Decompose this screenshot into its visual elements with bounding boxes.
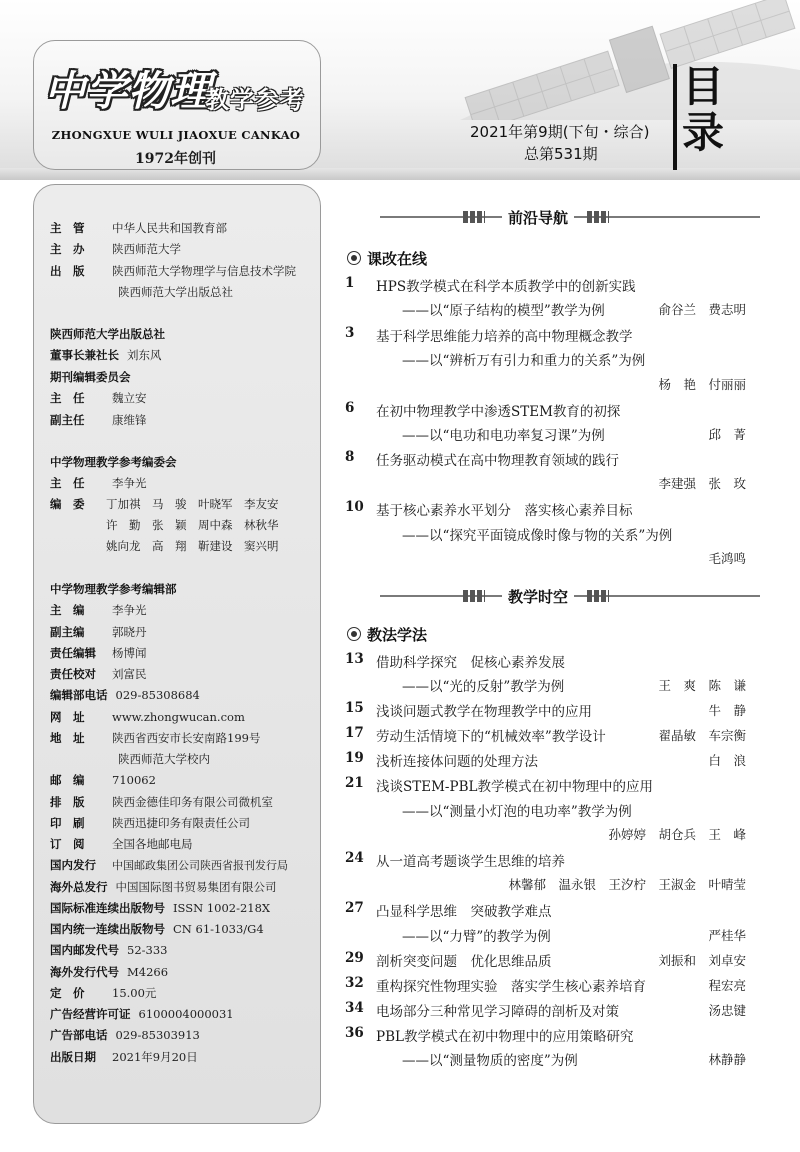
article-page: 13 bbox=[345, 651, 364, 667]
masthead-row: 主 任 魏立安 bbox=[50, 391, 147, 405]
contents-rule bbox=[673, 64, 677, 170]
board-members-line: 丁加祺 马 骏 叶晓军 李友安 bbox=[106, 497, 279, 511]
article-title[interactable]: 借助科学探究 促核心素养发展 bbox=[376, 655, 565, 671]
section-heading-methods: 教法学法 bbox=[347, 624, 427, 645]
masthead-row: 编 委 bbox=[50, 497, 85, 511]
article-title[interactable]: 从一道高考题谈学生思维的培养 bbox=[376, 854, 565, 870]
article-page: 34 bbox=[345, 1000, 364, 1016]
masthead-row: 主 管 中华人民共和国教育部 bbox=[50, 221, 227, 235]
article-page: 17 bbox=[345, 725, 364, 741]
article-page: 29 bbox=[345, 950, 364, 966]
section-heading-curriculum: 课改在线 bbox=[347, 248, 427, 269]
article-authors: 林馨郁 温永银 王汐柠 王淑金 叶晴莹 bbox=[508, 877, 746, 892]
founded-year: 1972年创刊 bbox=[135, 151, 216, 167]
masthead-row: 排 版 陕西金德佳印务有限公司微机室 bbox=[50, 795, 273, 809]
article-page: 19 bbox=[345, 750, 364, 766]
board-members-line: 许 勤 张 颖 周中森 林秋华 bbox=[106, 518, 279, 532]
board-members-line: 姚向龙 高 翔 靳建设 窦兴明 bbox=[106, 539, 279, 553]
section-banner-teaching: 教学时空 bbox=[502, 586, 574, 607]
masthead-row: 副主编 郭晓丹 bbox=[50, 625, 147, 639]
logo-pinyin: ZHONGXUE WULI JIAOXUE CANKAO bbox=[51, 128, 301, 142]
article-title[interactable]: PBL教学模式在初中物理中的应用策略研究 bbox=[376, 1029, 634, 1045]
article-title[interactable]: 浅析连接体问题的处理方法 bbox=[376, 754, 538, 770]
article-subtitle: ——以“测量物质的密度”为例 bbox=[402, 1053, 578, 1069]
article-subtitle: ——以“电功和电功率复习课”为例 bbox=[402, 428, 605, 444]
article-subtitle: ——以“力臂”的教学为例 bbox=[402, 929, 551, 945]
editorial-board-heading: 中学物理教学参考编委会 bbox=[50, 455, 177, 469]
article-authors: 翟晶敏 车宗衡 bbox=[658, 728, 746, 743]
masthead-row: 主 编 李争光 bbox=[50, 603, 147, 617]
article-subtitle: ——以“辨析万有引力和重力的关系”为例 bbox=[402, 353, 646, 369]
masthead-row: 国际标准连续出版物号 ISSN 1002-218X bbox=[50, 901, 271, 915]
article-page: 27 bbox=[345, 900, 364, 916]
publisher-heading: 陕西师范大学出版总社 bbox=[50, 327, 165, 341]
article-page: 6 bbox=[345, 400, 355, 416]
article-authors: 毛鸿鸣 bbox=[708, 551, 746, 566]
issue-number: 2021年第9期(下旬・综合) bbox=[470, 123, 650, 141]
address-continued: 陕西师范大学校内 bbox=[118, 752, 210, 766]
article-page: 8 bbox=[345, 449, 355, 465]
masthead-row: 定 价 15.00元 bbox=[50, 986, 157, 1000]
article-page: 32 bbox=[345, 975, 364, 991]
article-authors: 严桂华 bbox=[708, 928, 746, 943]
article-title[interactable]: 凸显科学思维 突破教学难点 bbox=[376, 904, 552, 920]
article-authors: 李建强 张 玫 bbox=[658, 476, 746, 491]
masthead-row: 责任编辑 杨博闻 bbox=[50, 646, 147, 660]
masthead-row: 网 址 www.zhongwucan.com bbox=[50, 710, 245, 724]
masthead-row: 国内邮发代号 52-333 bbox=[50, 943, 168, 957]
article-authors: 牛 静 bbox=[708, 703, 746, 718]
article-authors: 程宏亮 bbox=[708, 978, 746, 993]
masthead-row: 海外总发行 中国国际图书贸易集团有限公司 bbox=[50, 880, 277, 894]
article-page: 15 bbox=[345, 700, 364, 716]
article-title[interactable]: 剖析突变问题 优化思维品质 bbox=[376, 954, 552, 970]
masthead-row: 地 址 陕西省西安市长安南路199号 bbox=[50, 731, 261, 745]
masthead-row: 编辑部电话 029-85308684 bbox=[50, 688, 200, 702]
masthead-row: 出版日期 2021年9月20日 bbox=[50, 1050, 198, 1064]
article-title[interactable]: 基于核心素养水平划分 落实核心素养目标 bbox=[376, 503, 633, 519]
masthead-row: 订 阅 全国各地邮电局 bbox=[50, 837, 193, 851]
article-page: 3 bbox=[345, 325, 355, 341]
article-authors: 汤忠键 bbox=[708, 1003, 746, 1018]
article-subtitle: ——以“探究平面镜成像时像与物的关系”为例 bbox=[402, 528, 673, 544]
article-title[interactable]: HPS教学模式在科学本质教学中的创新实践 bbox=[376, 279, 636, 295]
masthead-row: 责任校对 刘富民 bbox=[50, 667, 147, 681]
article-authors: 林静静 bbox=[708, 1052, 746, 1067]
article-page: 36 bbox=[345, 1025, 364, 1041]
masthead-row: 主 任 李争光 bbox=[50, 476, 147, 490]
masthead-row: 出 版 陕西师范大学物理学与信息技术学院 bbox=[50, 264, 296, 278]
target-icon bbox=[347, 251, 361, 265]
article-subtitle: ——以“原子结构的模型”教学为例 bbox=[402, 303, 605, 319]
masthead-row: 广告经营许可证 6100004000031 bbox=[50, 1007, 234, 1021]
masthead-row: 国内统一连续出版物号 CN 61-1033/G4 bbox=[50, 922, 264, 936]
masthead-row: 印 刷 陕西迅捷印务有限责任公司 bbox=[50, 816, 250, 830]
contents-title-char-2: 录 bbox=[682, 108, 725, 157]
article-authors: 王 爽 陈 谦 bbox=[658, 678, 746, 693]
masthead-row-continued: 陕西师范大学出版总社 bbox=[118, 285, 233, 299]
article-subtitle: ——以“测量小灯泡的电功率”教学为例 bbox=[402, 804, 632, 820]
masthead-row: 董事长兼社长 刘东风 bbox=[50, 348, 162, 362]
article-page: 21 bbox=[345, 775, 364, 791]
masthead-row: 邮 编 710062 bbox=[50, 773, 156, 787]
banner-ornament bbox=[587, 211, 609, 223]
contents-title bbox=[682, 64, 726, 156]
article-authors: 白 浪 bbox=[708, 753, 746, 768]
article-authors: 孙婷婷 胡仓兵 王 峰 bbox=[608, 827, 746, 842]
article-title[interactable]: 重构探究性物理实验 落实学生核心素养培育 bbox=[376, 979, 646, 995]
banner-ornament bbox=[463, 590, 485, 602]
logo-title: 中学物理 bbox=[44, 67, 212, 115]
contents-title-char-1: 目 bbox=[682, 62, 725, 111]
logo-subtitle: 教学参考 bbox=[205, 86, 305, 114]
article-page: 1 bbox=[345, 275, 355, 291]
article-page: 10 bbox=[345, 499, 364, 515]
article-title[interactable]: 浅谈问题式教学在物理教学中的应用 bbox=[376, 704, 592, 720]
article-title[interactable]: 基于科学思维能力培养的高中物理概念教学 bbox=[376, 329, 633, 345]
committee-heading: 期刊编辑委员会 bbox=[50, 370, 131, 384]
masthead-row: 副主任 康维锋 bbox=[50, 413, 147, 427]
masthead-row: 主 办 陕西师范大学 bbox=[50, 242, 181, 256]
article-authors: 邱 菁 bbox=[708, 427, 746, 442]
article-title[interactable]: 在初中物理教学中渗透STEM教育的初探 bbox=[376, 404, 621, 420]
article-title[interactable]: 电场部分三种常见学习障碍的剖析及对策 bbox=[376, 1004, 619, 1020]
section-banner-frontier: 前沿导航 bbox=[502, 207, 574, 228]
masthead-row: 国内发行 中国邮政集团公司陕西省报刊发行局 bbox=[50, 858, 288, 872]
masthead-row: 广告部电话 029-85303913 bbox=[50, 1028, 200, 1042]
article-title[interactable]: 浅谈STEM-PBL教学模式在初中物理中的应用 bbox=[376, 779, 653, 795]
satellite-illustration bbox=[400, 0, 800, 120]
article-subtitle: ——以“光的反射”教学为例 bbox=[402, 679, 565, 695]
banner-ornament bbox=[463, 211, 485, 223]
article-title[interactable]: 劳动生活情境下的“机械效率”教学设计 bbox=[376, 729, 606, 745]
target-icon bbox=[347, 627, 361, 641]
article-title[interactable]: 任务驱动模式在高中物理教育领域的践行 bbox=[376, 453, 619, 469]
article-authors: 刘振和 刘卓安 bbox=[658, 953, 746, 968]
masthead-row: 海外发行代号 M4266 bbox=[50, 965, 169, 979]
editorial-dept-heading: 中学物理教学参考编辑部 bbox=[50, 582, 177, 596]
article-authors: 俞谷兰 费志明 bbox=[658, 302, 746, 317]
article-page: 24 bbox=[345, 850, 364, 866]
banner-ornament bbox=[587, 590, 609, 602]
total-issue: 总第531期 bbox=[524, 145, 598, 163]
article-authors: 杨 艳 付丽丽 bbox=[658, 377, 746, 392]
